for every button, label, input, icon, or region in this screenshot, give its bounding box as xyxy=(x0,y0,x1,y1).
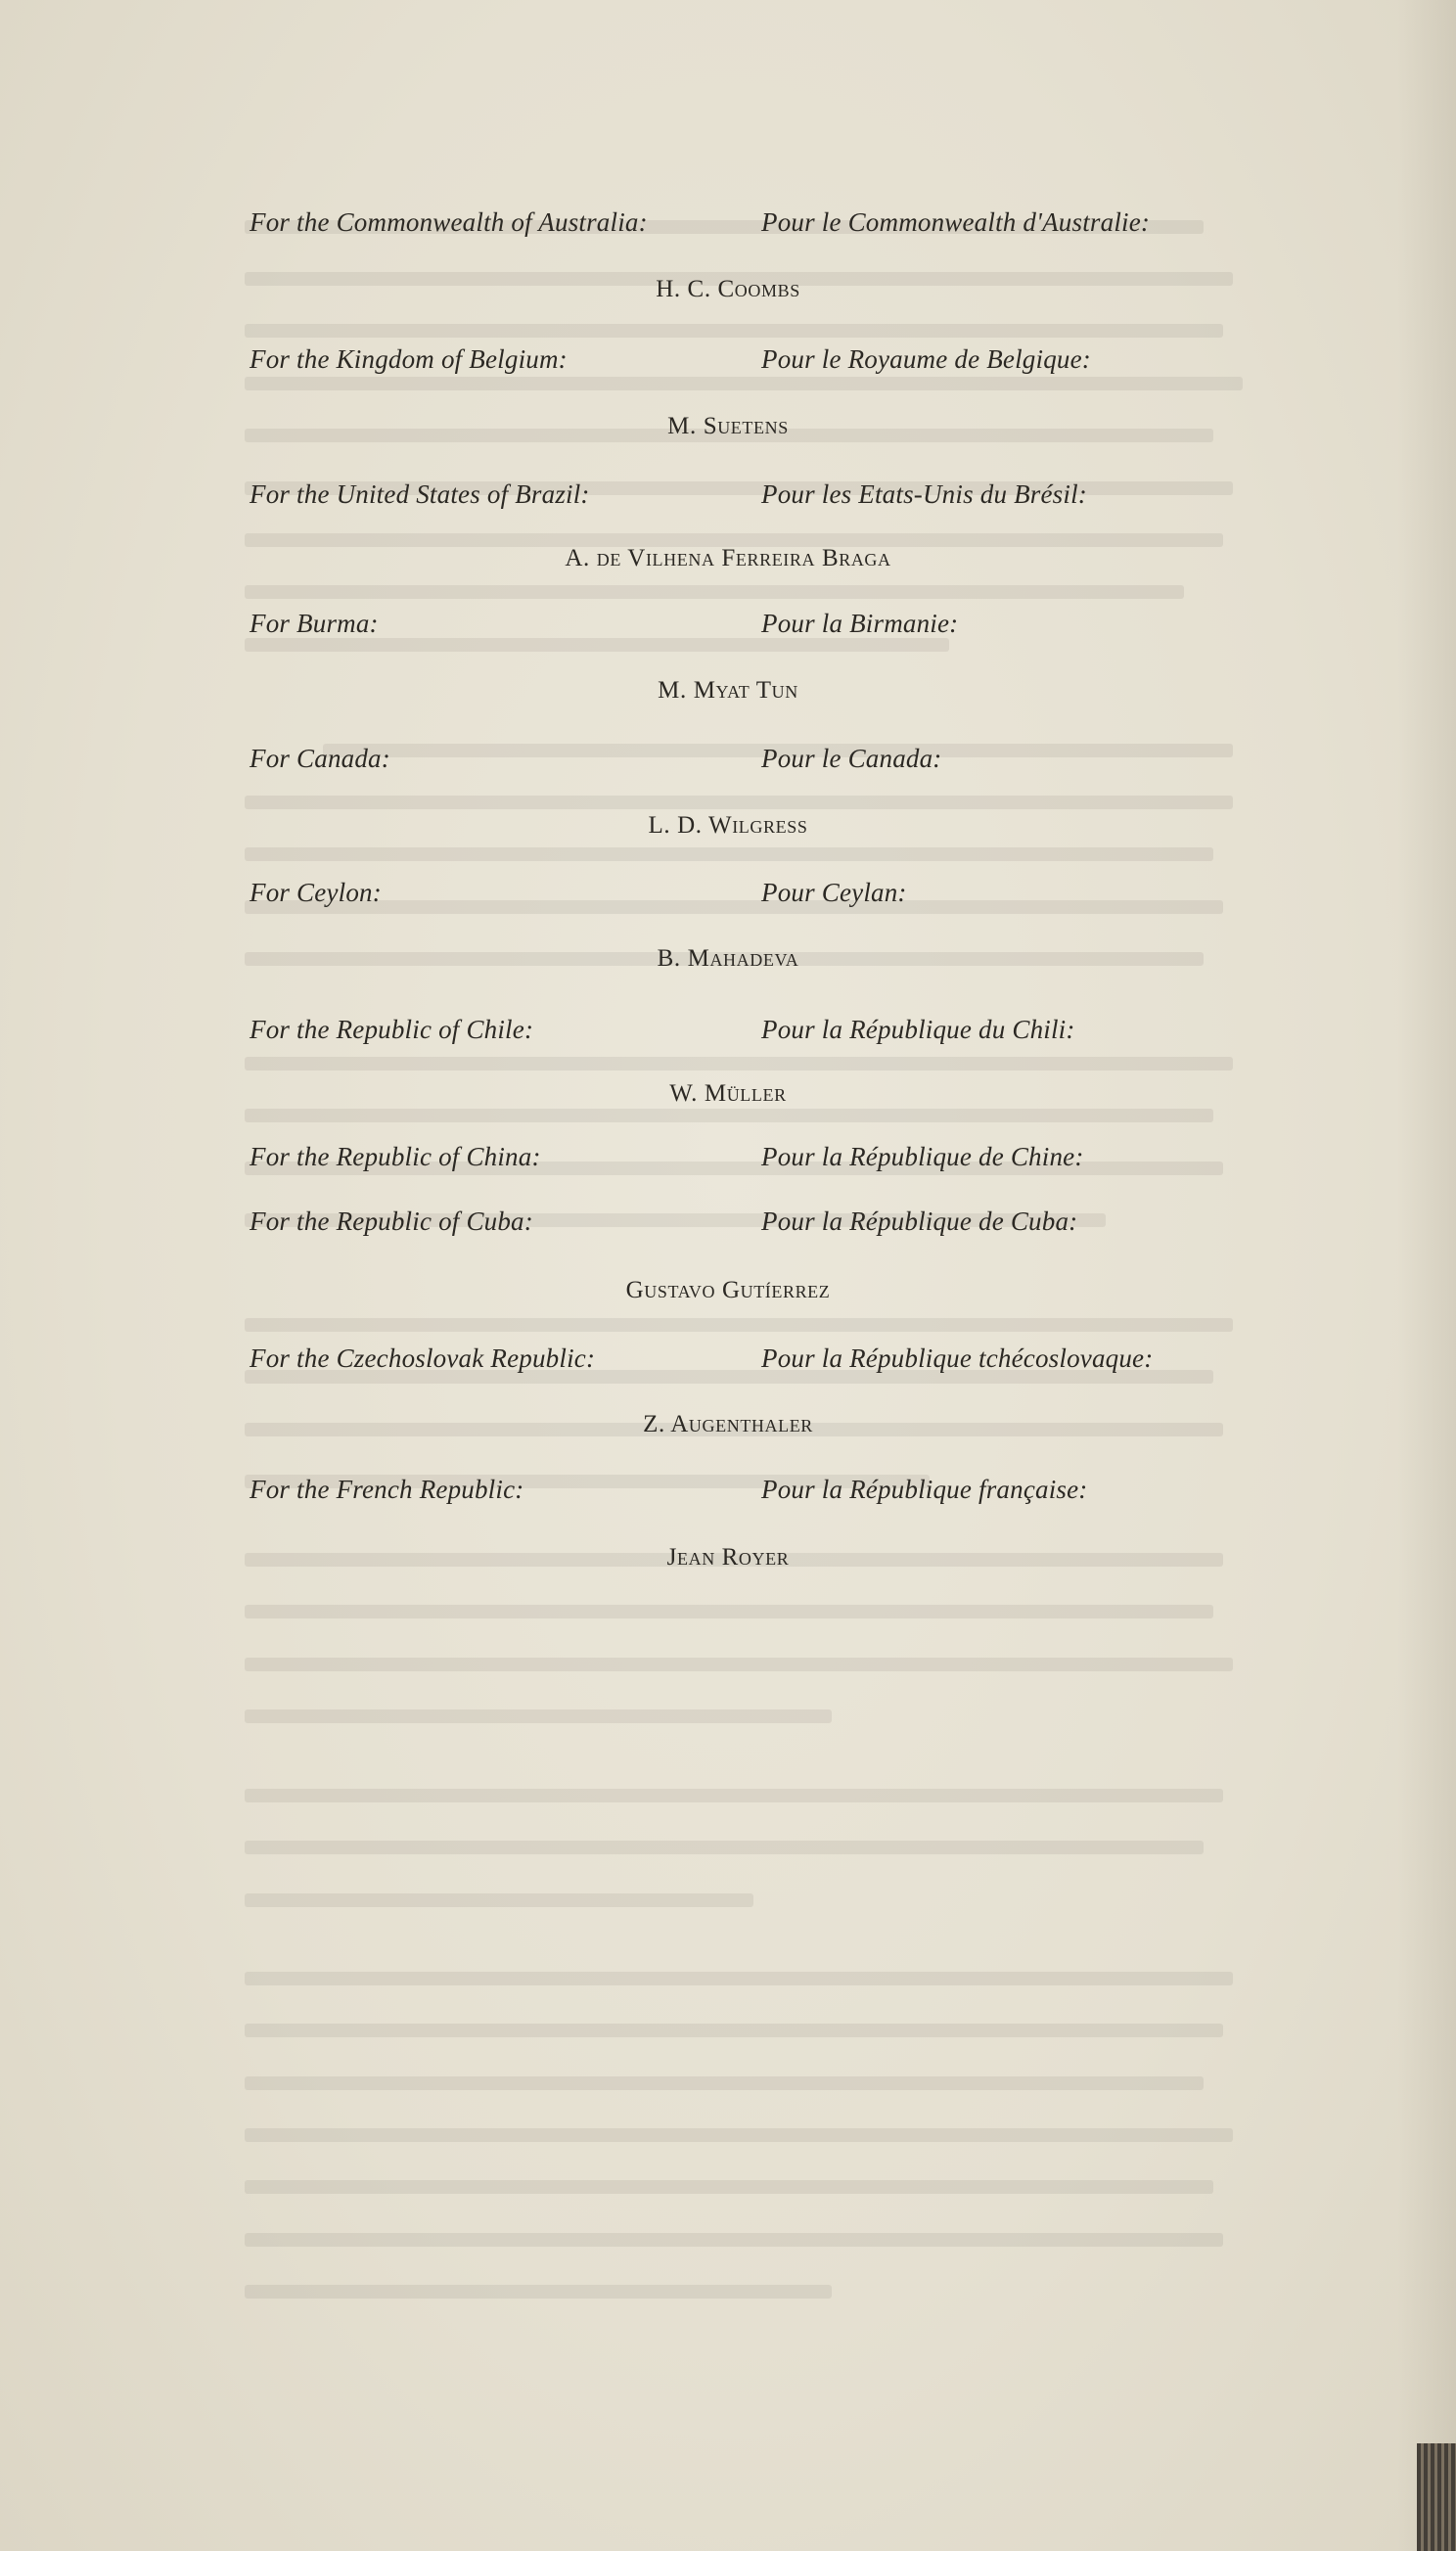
signature-line-fr: Pour la Birmanie: xyxy=(761,609,959,638)
signatory-name: M. Suetens xyxy=(667,413,789,439)
signature-line-en: For the Czechoslovak Republic: xyxy=(250,1344,596,1373)
signature-line-fr: Pour le Canada: xyxy=(761,744,942,773)
signature-line-en: For Ceylon: xyxy=(250,878,382,907)
signatory-name: Jean Royer xyxy=(666,1544,790,1571)
signature-line-fr: Pour la République française: xyxy=(761,1475,1088,1504)
binding-edge xyxy=(1417,2443,1456,2551)
signatory-name: A. de Vilhena Ferreira Braga xyxy=(565,545,891,571)
signature-line-en: For the Republic of Chile: xyxy=(250,1015,534,1044)
signature-line-en: For Burma: xyxy=(250,609,379,638)
signature-line-en: For the French Republic: xyxy=(250,1475,524,1504)
signatory-name: B. Mahadeva xyxy=(657,945,799,972)
signature-line-en: For the Kingdom of Belgium: xyxy=(250,344,568,374)
signature-line-en: For the Commonwealth of Australia: xyxy=(250,207,648,237)
signature-line-fr: Pour la République tchécoslovaque: xyxy=(761,1344,1154,1373)
signature-line-fr: Pour la République de Cuba: xyxy=(761,1207,1078,1236)
signature-line-fr: Pour le Commonwealth d'Australie: xyxy=(761,207,1151,237)
signature-line-en: For Canada: xyxy=(250,744,390,773)
signature-line-en: For the Republic of Cuba: xyxy=(250,1207,533,1236)
signatory-name: Z. Augenthaler xyxy=(643,1411,813,1437)
page-edge-shadow xyxy=(1397,0,1456,2551)
signature-line-en: For the United States of Brazil: xyxy=(250,479,590,509)
signature-line-fr: Pour le Royaume de Belgique: xyxy=(761,344,1091,374)
signature-line-fr: Pour la République de Chine: xyxy=(761,1142,1084,1171)
signature-line-fr: Pour les Etats-Unis du Brésil: xyxy=(761,479,1087,509)
signature-line-fr: Pour la République du Chili: xyxy=(761,1015,1075,1044)
signatory-name: W. Müller xyxy=(669,1080,787,1107)
signature-line-en: For the Republic of China: xyxy=(250,1142,541,1171)
signatory-name: L. D. Wilgress xyxy=(648,812,808,839)
signatory-name: Gustavo Gutíerrez xyxy=(625,1277,831,1303)
signature-line-fr: Pour Ceylan: xyxy=(761,878,907,907)
signatory-name: H. C. Coombs xyxy=(656,276,800,302)
signatory-name: M. Myat Tun xyxy=(658,677,798,704)
